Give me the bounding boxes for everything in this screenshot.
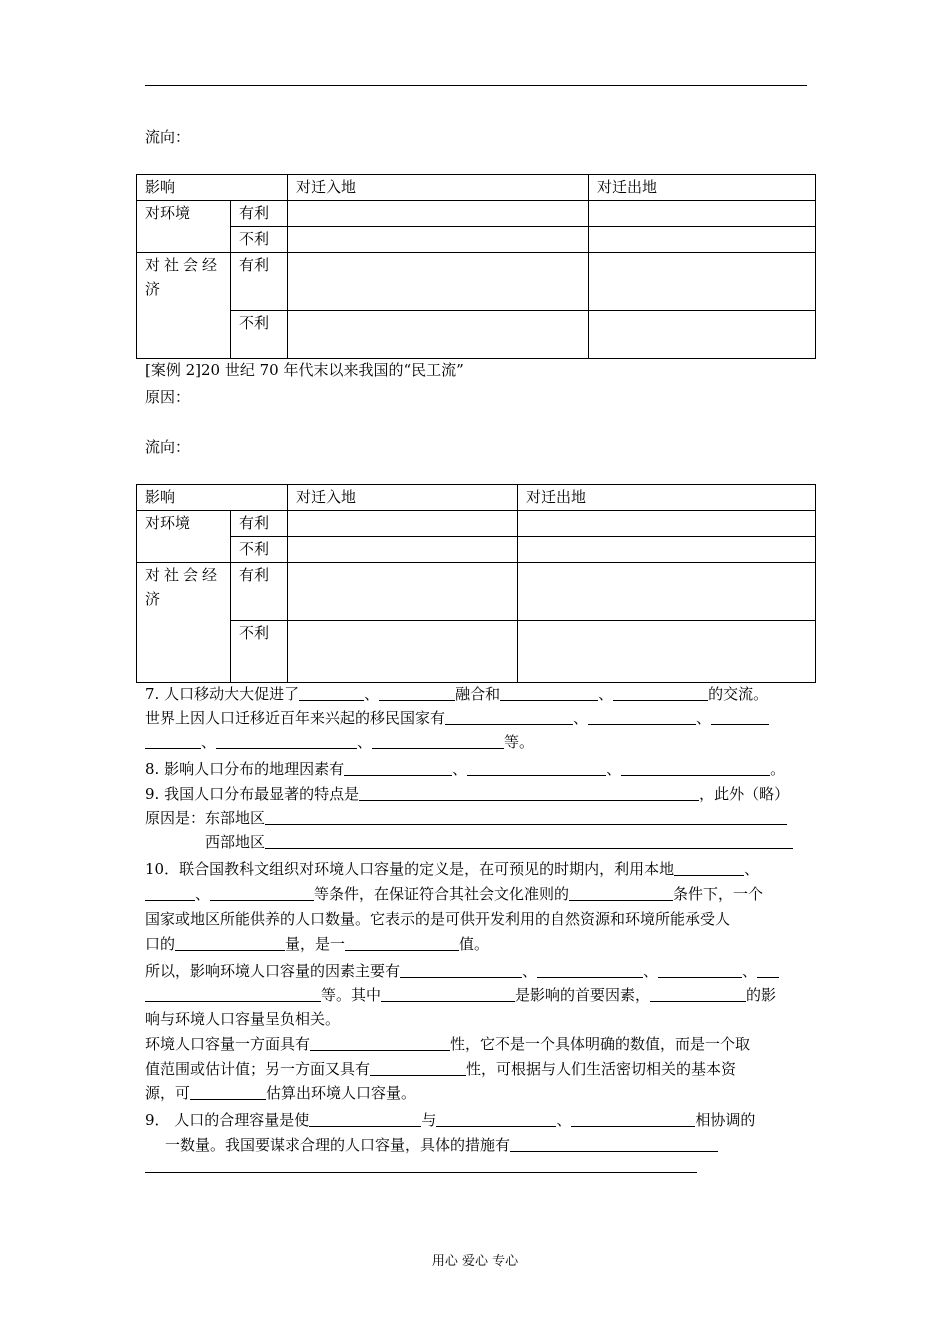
table2-soc-good: 有利: [231, 563, 288, 621]
table1-cell[interactable]: [589, 201, 816, 227]
table1-cell[interactable]: [589, 253, 816, 311]
q7-line-1: 7. 人口移动大大促进了 、 融合和 、 的交流。: [145, 685, 769, 703]
fill-blank[interactable]: [650, 986, 746, 1002]
fill-blank[interactable]: [658, 962, 742, 978]
q9-line-2: 原因是：东部地区: [145, 806, 787, 830]
table1-env-bad: 不利: [231, 227, 288, 253]
table2-header-impact: 影响: [137, 485, 288, 511]
fill-blank[interactable]: [265, 833, 793, 849]
q10-line-8: 环境人口容量一方面具有 性，它不是一个具体明确的数值，而是一个取: [145, 1035, 751, 1053]
page-footer: 用心 爱心 专心: [431, 1254, 519, 1269]
q10-line-1: 10．联合国教科文组织对环境人口容量的定义是，在可预见的时期内，利用本地 、: [145, 860, 760, 878]
q9-line-3: 西部地区: [205, 830, 793, 854]
q10-line-5: 所以，影响环境人口容量的因素主要有 、 、 、: [145, 959, 779, 983]
fill-blank[interactable]: [467, 760, 606, 776]
q10-line-9: 值范围或估计值；另一方面又具有 性，可根据与人们生活密切相关的基本资: [145, 1060, 737, 1078]
fill-blank[interactable]: [588, 709, 696, 725]
fill-blank[interactable]: [299, 685, 364, 701]
table2-cell[interactable]: [288, 563, 518, 621]
fill-blank[interactable]: [344, 760, 452, 776]
table1-env-good: 有利: [231, 201, 288, 227]
q8-line: 8. 影响人口分布的地理因素有 、 、 。: [145, 760, 786, 778]
fill-blank[interactable]: [309, 1111, 421, 1127]
table1-env-label: 对环境: [137, 201, 231, 253]
q7-line-3: 、 、 等。: [145, 730, 534, 754]
table1-soc-bad: 不利: [231, 311, 288, 359]
fill-blank[interactable]: [537, 962, 643, 978]
answer-line[interactable]: [145, 1172, 697, 1173]
table1-cell[interactable]: [288, 253, 589, 311]
fill-blank[interactable]: [436, 1111, 556, 1127]
table2-env-label: 对环境: [137, 511, 231, 563]
q10-line-3: 国家或地区所能供养的人口数量。它表示的是可供开发利用的自然资源和环境所能承受人: [145, 910, 731, 928]
table2-cell[interactable]: [288, 537, 518, 563]
table1-soc-good: 有利: [231, 253, 288, 311]
fill-blank[interactable]: [571, 1111, 695, 1127]
table1-header-impact: 影响: [137, 175, 288, 201]
fill-blank[interactable]: [145, 986, 321, 1002]
fill-blank[interactable]: [345, 935, 459, 951]
q9b-line-2: 一数量。我国要谋求合理的人口容量，具体的措施有: [165, 1133, 718, 1157]
fill-blank[interactable]: [510, 1136, 718, 1152]
table1-header-out: 对迁出地: [589, 175, 816, 201]
impact-table-1: [136, 174, 816, 359]
fill-blank[interactable]: [711, 709, 769, 725]
fill-blank[interactable]: [569, 885, 673, 901]
fill-blank[interactable]: [145, 733, 201, 749]
table1-cell[interactable]: [288, 227, 589, 253]
table1-header-in: 对迁入地: [288, 175, 589, 201]
fill-blank[interactable]: [175, 935, 285, 951]
q10-line-6: 等。其中 是影响的首要因素， 的影: [145, 983, 776, 1007]
fill-blank[interactable]: [190, 1084, 266, 1100]
fill-blank[interactable]: [445, 709, 573, 725]
fill-blank[interactable]: [674, 860, 744, 876]
table2-soc-bad: 不利: [231, 621, 288, 683]
q10-line-7: 响与环境人口容量呈负相关。: [145, 1010, 341, 1028]
fill-blank[interactable]: [381, 986, 515, 1002]
q10-line-4: 口的 量，是一 值。: [145, 935, 490, 953]
table1-cell[interactable]: [288, 311, 589, 359]
q9b-line-1: 9． 人口的合理容量是使 与 、 相协调的: [145, 1111, 756, 1129]
table2-cell[interactable]: [518, 621, 816, 683]
fill-blank[interactable]: [621, 760, 770, 776]
impact-table-2: [136, 484, 816, 683]
table2-header-out: 对迁出地: [518, 485, 816, 511]
fill-blank[interactable]: [370, 1060, 466, 1076]
table1-cell[interactable]: [589, 227, 816, 253]
fill-blank[interactable]: [359, 785, 699, 801]
table2-cell[interactable]: [518, 537, 816, 563]
q10-line-2: 、 等条件，在保证符合其社会文化准则的 条件下，一个: [145, 882, 763, 906]
fill-blank[interactable]: [613, 685, 708, 701]
table2-env-bad: 不利: [231, 537, 288, 563]
flow-label-1: 流向：: [145, 128, 191, 146]
fill-blank[interactable]: [757, 962, 779, 978]
table2-soc-label: 对社会经济: [137, 563, 231, 683]
q10-line-10: 源，可 估算出环境人口容量。: [145, 1084, 417, 1102]
fill-blank[interactable]: [145, 885, 195, 901]
q9-line-1: 9. 我国人口分布最显著的特点是 ，此外（略）: [145, 785, 790, 803]
fill-blank[interactable]: [210, 885, 314, 901]
table2-cell[interactable]: [288, 511, 518, 537]
fill-blank[interactable]: [310, 1035, 450, 1051]
table2-cell[interactable]: [518, 563, 816, 621]
table2-cell[interactable]: [518, 511, 816, 537]
table1-cell[interactable]: [589, 311, 816, 359]
case2-reason-label: 原因：: [145, 388, 191, 406]
fill-blank[interactable]: [372, 733, 504, 749]
fill-blank[interactable]: [400, 962, 522, 978]
table2-env-good: 有利: [231, 511, 288, 537]
table2-cell[interactable]: [288, 621, 518, 683]
table1-soc-label: 对社会经济: [137, 253, 231, 359]
fill-blank[interactable]: [379, 685, 455, 701]
fill-blank[interactable]: [265, 809, 787, 825]
fill-blank[interactable]: [500, 685, 598, 701]
table2-header-in: 对迁入地: [288, 485, 518, 511]
fill-blank[interactable]: [216, 733, 357, 749]
table1-cell[interactable]: [288, 201, 589, 227]
q7-line-2: 世界上因人口迁移近百年来兴起的移民国家有 、 、: [145, 706, 769, 730]
header-rule: [145, 85, 807, 86]
case2-title: [案例 2]20 世纪 70 年代末以来我国的“民工流”: [145, 361, 464, 379]
case2-flow-label: 流向：: [145, 438, 191, 456]
